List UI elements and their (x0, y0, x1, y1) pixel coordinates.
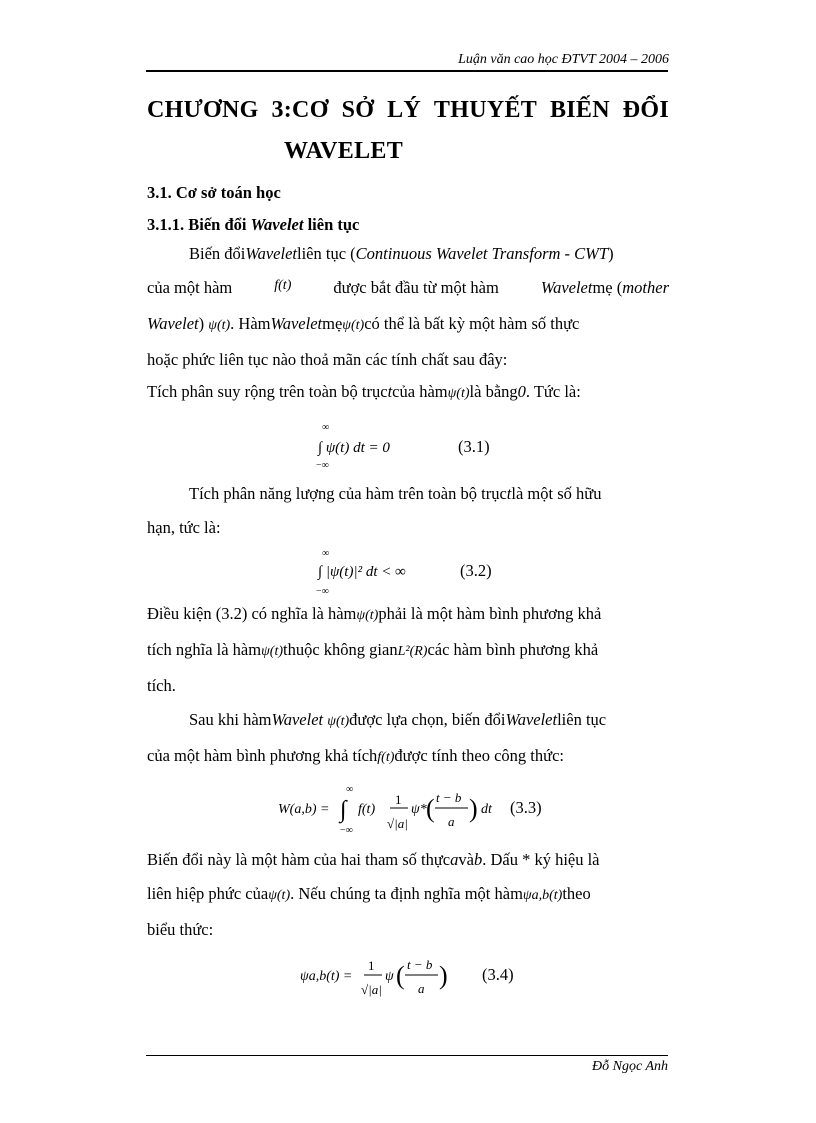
paragraph-4-line-3 (147, 676, 669, 698)
math-psi-t: ψ(t) (268, 888, 291, 903)
text-run: Wavelet (245, 244, 297, 263)
eq4-sqrt-a: √|a| (361, 982, 382, 997)
eq3-integral: ∫ (340, 797, 347, 823)
math-psi-t: ψ(t) (208, 318, 231, 333)
eq3-label: (3.3) (510, 798, 542, 817)
eq3-lparen: ( (426, 794, 435, 823)
running-header: Luận văn cao học ĐTVT 2004 – 2006 (458, 52, 669, 67)
text-run: . Nếu chúng ta định nghĩa một hàm (290, 884, 523, 903)
paragraph-5-line-2 (147, 746, 669, 768)
eq3-one: 1 (395, 792, 402, 807)
eq3-psi: ψ* (411, 802, 427, 817)
equation-3-1 (310, 418, 560, 472)
subsection-heading-prefix: 3.1.1. Biến đổi (147, 215, 251, 234)
text-run: hoặc phức liên tục nào thoả mãn các tính chất sau đây: (147, 350, 508, 369)
eq2-upper: ∞ (322, 548, 330, 559)
eq3-den: a (448, 814, 455, 829)
text-run: mẹ (322, 314, 343, 333)
chapter-title-word: LÝ (387, 97, 422, 123)
text-run: Wavelet (147, 314, 199, 333)
eq2-label: (3.2) (460, 561, 492, 580)
eq1-body: ∫ ψ(t) dt = 0 (318, 440, 390, 456)
paragraph-3-line-2 (147, 518, 669, 540)
text-run: . Hàm (230, 314, 271, 333)
paragraph-5-line-1 (189, 710, 669, 732)
text-run: Tích phân suy rộng trên toàn bộ trục (147, 382, 388, 401)
text-run: tích. (147, 676, 176, 695)
eq1-upper: ∞ (322, 422, 330, 433)
text-run: . Tức là: (525, 382, 581, 401)
math-psi-t: ψ(t) (327, 714, 350, 729)
text-run: được tính theo công thức: (394, 746, 564, 765)
chapter-title-word: 3:CƠ (271, 97, 329, 123)
text-run: các hàm bình phương khả (427, 640, 599, 659)
text-run: có thể là bất kỳ một hàm số thực (364, 314, 580, 333)
chapter-title-word: ĐỔI (622, 97, 669, 123)
equation-3-2 (310, 544, 560, 598)
paragraph-4-line-2 (147, 640, 669, 662)
text-run: Wavelet (270, 314, 323, 333)
eq2-lower: −∞ (316, 586, 329, 597)
text-run: liên tục (557, 710, 607, 729)
eq4-num: t − b (407, 957, 433, 972)
text-run: Điều kiện (3.2) có nghĩa là hàm (147, 604, 357, 623)
text-run: phải là một hàm bình phương khả (378, 604, 602, 623)
paragraph-6-line-1 (147, 850, 669, 872)
paragraph-2-line-1 (147, 382, 669, 404)
paragraph-6-line-2 (147, 884, 669, 906)
subsection-heading (147, 215, 359, 235)
paragraph-1-line-3: Wavelet) ψ(t). HàmWaveletmẹψ(t)có thể là bất kỳ một hàm số thực (147, 314, 580, 333)
text-run: ) (608, 244, 614, 263)
eq3-dt: dt (481, 802, 492, 817)
text-run: của một hàm (147, 278, 233, 297)
text-run: liên hiệp phức của (147, 884, 269, 903)
text-run: b (473, 850, 483, 869)
math-psi-t: ψ(t) (356, 608, 379, 623)
eq4-rparen: ) (439, 961, 448, 990)
text-run: a (450, 850, 459, 869)
eq3-lower: −∞ (340, 825, 353, 836)
eq4-psi: ψ (385, 969, 394, 984)
paragraph-3-line-1 (189, 484, 669, 506)
eq2-body: ∫ |ψ(t)|² dt < ∞ (318, 564, 406, 580)
math-f-t: f(t) (377, 750, 395, 765)
subsection-heading-italic: Wavelet (250, 215, 304, 234)
text-run: được bắt đầu từ một hàm (333, 278, 499, 297)
chapter-title-line2: WAVELET (284, 138, 404, 164)
text-run: Continuous Wavelet Transform - CWT (355, 244, 609, 263)
text-run: là một số hữu (511, 484, 602, 503)
eq3-lhs: W(a,b) = (278, 802, 330, 817)
text-run: tích nghĩa là hàm (147, 640, 262, 659)
text-run: liên tục ( (297, 244, 356, 263)
text-run: Tích phân năng lượng của hàm trên toàn bộ trục (189, 484, 507, 503)
text-run: Wavelet (271, 710, 324, 729)
paragraph-6-line-3 (147, 920, 669, 942)
chapter-title-word: THUYẾT (433, 97, 538, 123)
math-psi-t: ψ(t) (261, 644, 284, 659)
text-run: được lựa chọn, biến đổi (349, 710, 506, 729)
eq3-upper: ∞ (346, 784, 354, 795)
paragraph-4-line-1 (147, 604, 669, 626)
text-run: của một hàm bình phương khả tích (147, 746, 378, 765)
eq4-den: a (418, 981, 425, 996)
text-run: biểu thức: (147, 920, 214, 939)
text-run: 0 (517, 382, 526, 401)
footer-rule (146, 1055, 668, 1056)
chapter-title (147, 97, 669, 124)
text-run: theo (562, 884, 591, 903)
equation-3-3 (278, 780, 578, 840)
eq1-lower: −∞ (316, 460, 329, 471)
equation-3-4 (300, 950, 560, 1004)
math-psi-ab-t: ψa,b(t) (522, 888, 563, 903)
text-run: là bằng (469, 382, 518, 401)
text-run: và (458, 850, 474, 869)
text-run: mẹ ( (592, 278, 623, 297)
math-psi-t: ψ(t) (342, 318, 365, 333)
eq3-num: t − b (436, 790, 462, 805)
paragraph-1-line-2 (147, 278, 669, 300)
paragraph-1-line-1 (189, 244, 669, 266)
eq4-one: 1 (368, 958, 375, 973)
eq4-label: (3.4) (482, 965, 514, 984)
eq3-f: f(t) (358, 802, 376, 817)
math-l2r: L²(R) (397, 644, 428, 659)
text-run: của hàm (392, 382, 448, 401)
chapter-title-word: CHƯƠNG (147, 97, 259, 123)
eq3-sqrt-a: √|a| (387, 816, 408, 831)
text-run: . Dấu * ký hiệu là (482, 850, 600, 869)
text-run: Biến đổi này là một hàm của hai tham số thực (147, 850, 451, 869)
eq4-lhs: ψa,b(t) = (300, 969, 353, 984)
chapter-title-word: BIẾN (549, 97, 610, 123)
text-run: t (387, 382, 393, 401)
eq4-lparen: ( (396, 961, 405, 990)
eq3-rparen: ) (469, 794, 478, 823)
math-psi-t: ψ(t) (447, 386, 470, 401)
subsection-heading-suffix: liên tục (303, 215, 360, 234)
text-run: t (506, 484, 512, 503)
footer-author: Đỗ Ngọc Anh (592, 1059, 668, 1074)
text-run: Sau khi hàm (189, 710, 272, 729)
text-run: hạn, tức là: (147, 518, 221, 537)
chapter-title-word: SỞ (341, 97, 375, 123)
text-run: Wavelet (505, 710, 558, 729)
text-run: Biến đổi (189, 244, 246, 263)
text-run: mother (622, 278, 669, 297)
eq1-label: (3.1) (458, 437, 490, 456)
header-rule (146, 70, 668, 72)
section-heading: 3.1. Cơ sở toán học (147, 183, 281, 202)
text-run: thuộc không gian (283, 640, 398, 659)
paragraph-1-line-4 (147, 350, 669, 372)
text-run: Wavelet (540, 278, 593, 297)
math-f-t: f(t) (274, 278, 292, 293)
